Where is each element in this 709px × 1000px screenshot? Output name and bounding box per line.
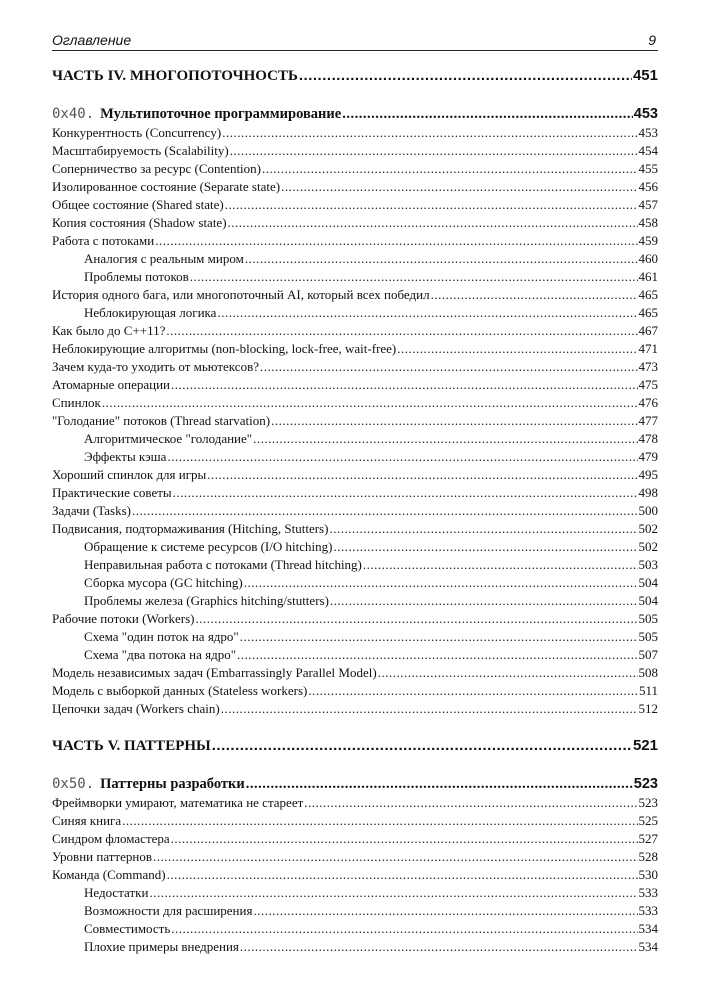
dot-leader xyxy=(299,66,632,86)
toc-subentry[interactable] xyxy=(52,448,658,466)
toc-entry[interactable] xyxy=(52,520,658,538)
entry-title: Плохие примеры внедрения xyxy=(84,939,239,954)
entry-page-number: 525 xyxy=(638,813,658,828)
entry-title: Неблокирующие алгоритмы (non-blocking, lock-free, wait-free) xyxy=(52,341,397,356)
toc-subentry[interactable] xyxy=(52,574,658,592)
toc-chapter-heading[interactable] xyxy=(52,104,658,124)
entry-title: Масштабируемость (Scalability) xyxy=(52,143,229,158)
entry-title: Аналогия с реальным миром xyxy=(84,251,244,266)
entry-page-number: 478 xyxy=(638,431,658,446)
entry-title: Неблокирующая логика xyxy=(84,305,217,320)
dot-leader xyxy=(397,340,637,358)
dot-leader xyxy=(246,774,633,794)
toc-entry[interactable] xyxy=(52,160,658,178)
toc-entry[interactable] xyxy=(52,610,658,628)
entry-page-number: 508 xyxy=(638,665,658,680)
toc-entry[interactable] xyxy=(52,682,658,700)
entry-page-number: 528 xyxy=(638,849,658,864)
entry-title: Соперничество за ресурс (Contention) xyxy=(52,161,261,176)
entry-page-number: 473 xyxy=(638,359,658,374)
dot-leader xyxy=(230,142,638,160)
entry-title: Команда (Command) xyxy=(52,867,166,882)
toc-subentry[interactable] xyxy=(52,646,658,664)
toc-subentry[interactable] xyxy=(52,430,658,448)
dot-leader xyxy=(173,484,638,502)
entry-page-number: 504 xyxy=(638,575,658,590)
entry-page-number: 530 xyxy=(638,867,658,882)
toc-subentry[interactable] xyxy=(52,628,658,646)
entry-page-number: 471 xyxy=(638,341,658,356)
dot-leader xyxy=(171,920,637,938)
entry-page-number: 502 xyxy=(638,539,658,554)
entry-title: Изолированное состояние (Separate state) xyxy=(52,179,281,194)
entry-page-number: 453 xyxy=(638,125,658,140)
toc-entry[interactable] xyxy=(52,502,658,520)
entry-title: Модель с выборкой данных (Stateless workers) xyxy=(52,683,308,698)
entry-page-number: 453 xyxy=(633,106,658,122)
dot-leader xyxy=(221,700,638,718)
dot-leader xyxy=(167,866,638,884)
toc-entry[interactable] xyxy=(52,700,658,718)
page-number: 9 xyxy=(648,32,656,48)
dot-leader xyxy=(253,430,637,448)
entry-title: Неправильная работа с потоками (Thread hitching) xyxy=(84,557,362,572)
entry-page-number: 502 xyxy=(638,521,658,536)
running-head-title: Оглавление xyxy=(52,32,132,48)
dot-leader xyxy=(244,574,638,592)
entry-page-number: 533 xyxy=(638,885,658,900)
toc-entry[interactable] xyxy=(52,340,658,358)
entry-page-number: 533 xyxy=(638,903,658,918)
entry-title: Задачи (Tasks) xyxy=(52,503,131,518)
entry-title: Атомарные операции xyxy=(52,377,170,392)
toc-entry[interactable] xyxy=(52,196,658,214)
dot-leader xyxy=(171,830,638,848)
entry-title: Спинлок xyxy=(52,395,101,410)
dot-leader xyxy=(171,376,638,394)
dot-leader xyxy=(102,394,638,412)
entry-title: Сборка мусора (GC hitching) xyxy=(84,575,243,590)
toc-entry[interactable] xyxy=(52,214,658,232)
dot-leader xyxy=(166,322,637,340)
dot-leader xyxy=(308,682,638,700)
entry-title: Возможности для расширения xyxy=(84,903,253,918)
entry-title: Зачем куда-то уходить от мьютексов? xyxy=(52,359,259,374)
dot-leader xyxy=(329,520,637,538)
dot-leader xyxy=(330,592,638,610)
chapter-code: 0x40. xyxy=(52,106,95,122)
entry-title: Рабочие потоки (Workers) xyxy=(52,611,195,626)
toc-entry[interactable] xyxy=(52,376,658,394)
entry-page-number: 523 xyxy=(633,776,658,792)
toc-entry[interactable] xyxy=(52,466,658,484)
dot-leader xyxy=(262,160,638,178)
dot-leader xyxy=(378,664,638,682)
dot-leader xyxy=(240,938,638,956)
toc-subentry[interactable] xyxy=(52,556,658,574)
dot-leader xyxy=(260,358,638,376)
entry-title: Схема "один поток на ядро" xyxy=(84,629,239,644)
toc-chapter-heading[interactable] xyxy=(52,774,658,794)
dot-leader xyxy=(342,104,633,124)
entry-title: Эффекты кэша xyxy=(84,449,167,464)
dot-leader xyxy=(132,502,638,520)
entry-title: Как было до C++11? xyxy=(52,323,166,338)
toc-entry[interactable] xyxy=(52,232,658,250)
dot-leader xyxy=(304,794,637,812)
entry-page-number: 507 xyxy=(638,647,658,662)
dot-leader xyxy=(212,736,632,756)
entry-title: Модель независимых задач (Embarrassingly Parallel Model) xyxy=(52,665,377,680)
entry-page-number: 523 xyxy=(638,795,658,810)
toc-entry[interactable] xyxy=(52,286,658,304)
dot-leader xyxy=(240,628,638,646)
toc-subentry[interactable] xyxy=(52,920,658,938)
entry-page-number: 476 xyxy=(638,395,658,410)
entry-page-number: 460 xyxy=(638,251,658,266)
entry-title: Совместимость xyxy=(84,921,171,936)
dot-leader xyxy=(149,884,637,902)
entry-title: Проблемы железа (Graphics hitching/stutters) xyxy=(84,593,329,608)
page-header xyxy=(52,28,658,51)
entry-page-number: 455 xyxy=(638,161,658,176)
entry-title: Практические советы xyxy=(52,485,172,500)
dot-leader xyxy=(196,610,638,628)
dot-leader xyxy=(153,848,638,866)
dot-leader xyxy=(225,196,638,214)
toc-subentry[interactable] xyxy=(52,538,658,556)
toc-subentry[interactable] xyxy=(52,884,658,902)
dot-leader xyxy=(217,304,637,322)
entry-page-number: 512 xyxy=(638,701,658,716)
toc-entry[interactable] xyxy=(52,142,658,160)
entry-page-number: 467 xyxy=(638,323,658,338)
entry-title: Синдром фломастера xyxy=(52,831,170,846)
toc-entry[interactable] xyxy=(52,664,658,682)
entry-page-number: 465 xyxy=(638,287,658,302)
entry-page-number: 475 xyxy=(638,377,658,392)
entry-title: Проблемы потоков xyxy=(84,269,189,284)
toc-entry[interactable] xyxy=(52,358,658,376)
dot-leader xyxy=(222,124,637,142)
entry-page-number: 456 xyxy=(638,179,658,194)
entry-page-number: 504 xyxy=(638,593,658,608)
entry-page-number: 451 xyxy=(632,67,658,84)
chapter-code: 0x50. xyxy=(52,776,95,792)
toc-entry[interactable] xyxy=(52,848,658,866)
entry-title: Алгоритмическое "голодание" xyxy=(84,431,253,446)
entry-page-number: 454 xyxy=(638,143,658,158)
dot-leader xyxy=(228,214,638,232)
toc-subentry[interactable] xyxy=(52,250,658,268)
entry-page-number: 503 xyxy=(638,557,658,572)
entry-page-number: 479 xyxy=(638,449,658,464)
entry-page-number: 459 xyxy=(638,233,658,248)
entry-page-number: 534 xyxy=(638,939,658,954)
dot-leader xyxy=(253,902,637,920)
entry-title: Уровни паттернов xyxy=(52,849,152,864)
entry-title: Общее состояние (Shared state) xyxy=(52,197,224,212)
dot-leader xyxy=(155,232,637,250)
toc-entry[interactable] xyxy=(52,124,658,142)
entry-title: История одного бага, или многопоточный AI, который всех победил xyxy=(52,287,430,302)
entry-title: Копия состояния (Shadow state) xyxy=(52,215,227,230)
toc-subentry[interactable] xyxy=(52,938,658,956)
entry-title: Обращение к системе ресурсов (I/O hitching) xyxy=(84,539,333,554)
toc-subentry[interactable] xyxy=(52,304,658,322)
entry-page-number: 505 xyxy=(638,629,658,644)
entry-page-number: 500 xyxy=(638,503,658,518)
toc-entry[interactable] xyxy=(52,794,658,812)
entry-title: Недостатки xyxy=(84,885,149,900)
entry-title: Хороший спинлок для игры xyxy=(52,467,207,482)
dot-leader xyxy=(363,556,638,574)
entry-title: Фреймворки умирают, математика не стареет xyxy=(52,795,304,810)
entry-page-number: 458 xyxy=(638,215,658,230)
dot-leader xyxy=(245,250,638,268)
toc-subentry[interactable] xyxy=(52,268,658,286)
entry-page-number: 465 xyxy=(638,305,658,320)
dot-leader xyxy=(333,538,637,556)
toc-entry[interactable] xyxy=(52,830,658,848)
dot-leader xyxy=(281,178,637,196)
toc-subentry[interactable] xyxy=(52,592,658,610)
dot-leader xyxy=(167,448,637,466)
toc-part-heading[interactable] xyxy=(52,736,658,756)
toc-entry[interactable] xyxy=(52,866,658,884)
toc-part-heading[interactable] xyxy=(52,66,658,86)
toc-entry[interactable] xyxy=(52,394,658,412)
entry-page-number: 511 xyxy=(638,683,658,698)
entry-page-number: 495 xyxy=(638,467,658,482)
entry-page-number: 461 xyxy=(638,269,658,284)
dot-leader xyxy=(271,412,637,430)
toc-subentry[interactable] xyxy=(52,902,658,920)
toc-entry[interactable] xyxy=(52,412,658,430)
entry-title: Паттерны разработки xyxy=(100,776,245,792)
entry-title: Цепочки задач (Workers chain) xyxy=(52,701,220,716)
entry-title: Синяя книга xyxy=(52,813,122,828)
entry-page-number: 505 xyxy=(638,611,658,626)
entry-page-number: 498 xyxy=(638,485,658,500)
table-of-contents xyxy=(52,66,658,956)
entry-page-number: 534 xyxy=(638,921,658,936)
entry-title: Работа с потоками xyxy=(52,233,155,248)
dot-leader xyxy=(237,646,638,664)
entry-page-number: 477 xyxy=(638,413,658,428)
dot-leader xyxy=(431,286,638,304)
entry-page-number: 457 xyxy=(638,197,658,212)
dot-leader xyxy=(122,812,637,830)
toc-entry[interactable] xyxy=(52,812,658,830)
entry-title: ЧАСТЬ V. ПАТТЕРНЫ xyxy=(52,738,211,754)
entry-title: Подвисания, подтормаживания (Hitching, Stutters) xyxy=(52,521,329,536)
entry-title: "Голодание" потоков (Thread starvation) xyxy=(52,413,271,428)
toc-entry[interactable] xyxy=(52,178,658,196)
entry-page-number: 521 xyxy=(632,737,658,754)
toc-entry[interactable] xyxy=(52,322,658,340)
entry-title: Схема "два потока на ядро" xyxy=(84,647,236,662)
toc-entry[interactable] xyxy=(52,484,658,502)
entry-page-number: 527 xyxy=(638,831,658,846)
dot-leader xyxy=(207,466,637,484)
dot-leader xyxy=(190,268,638,286)
entry-title: ЧАСТЬ IV. МНОГОПОТОЧНОСТЬ xyxy=(52,68,298,84)
entry-title: Конкурентность (Concurrency) xyxy=(52,125,222,140)
entry-title: Мультипоточное программирование xyxy=(100,106,342,122)
